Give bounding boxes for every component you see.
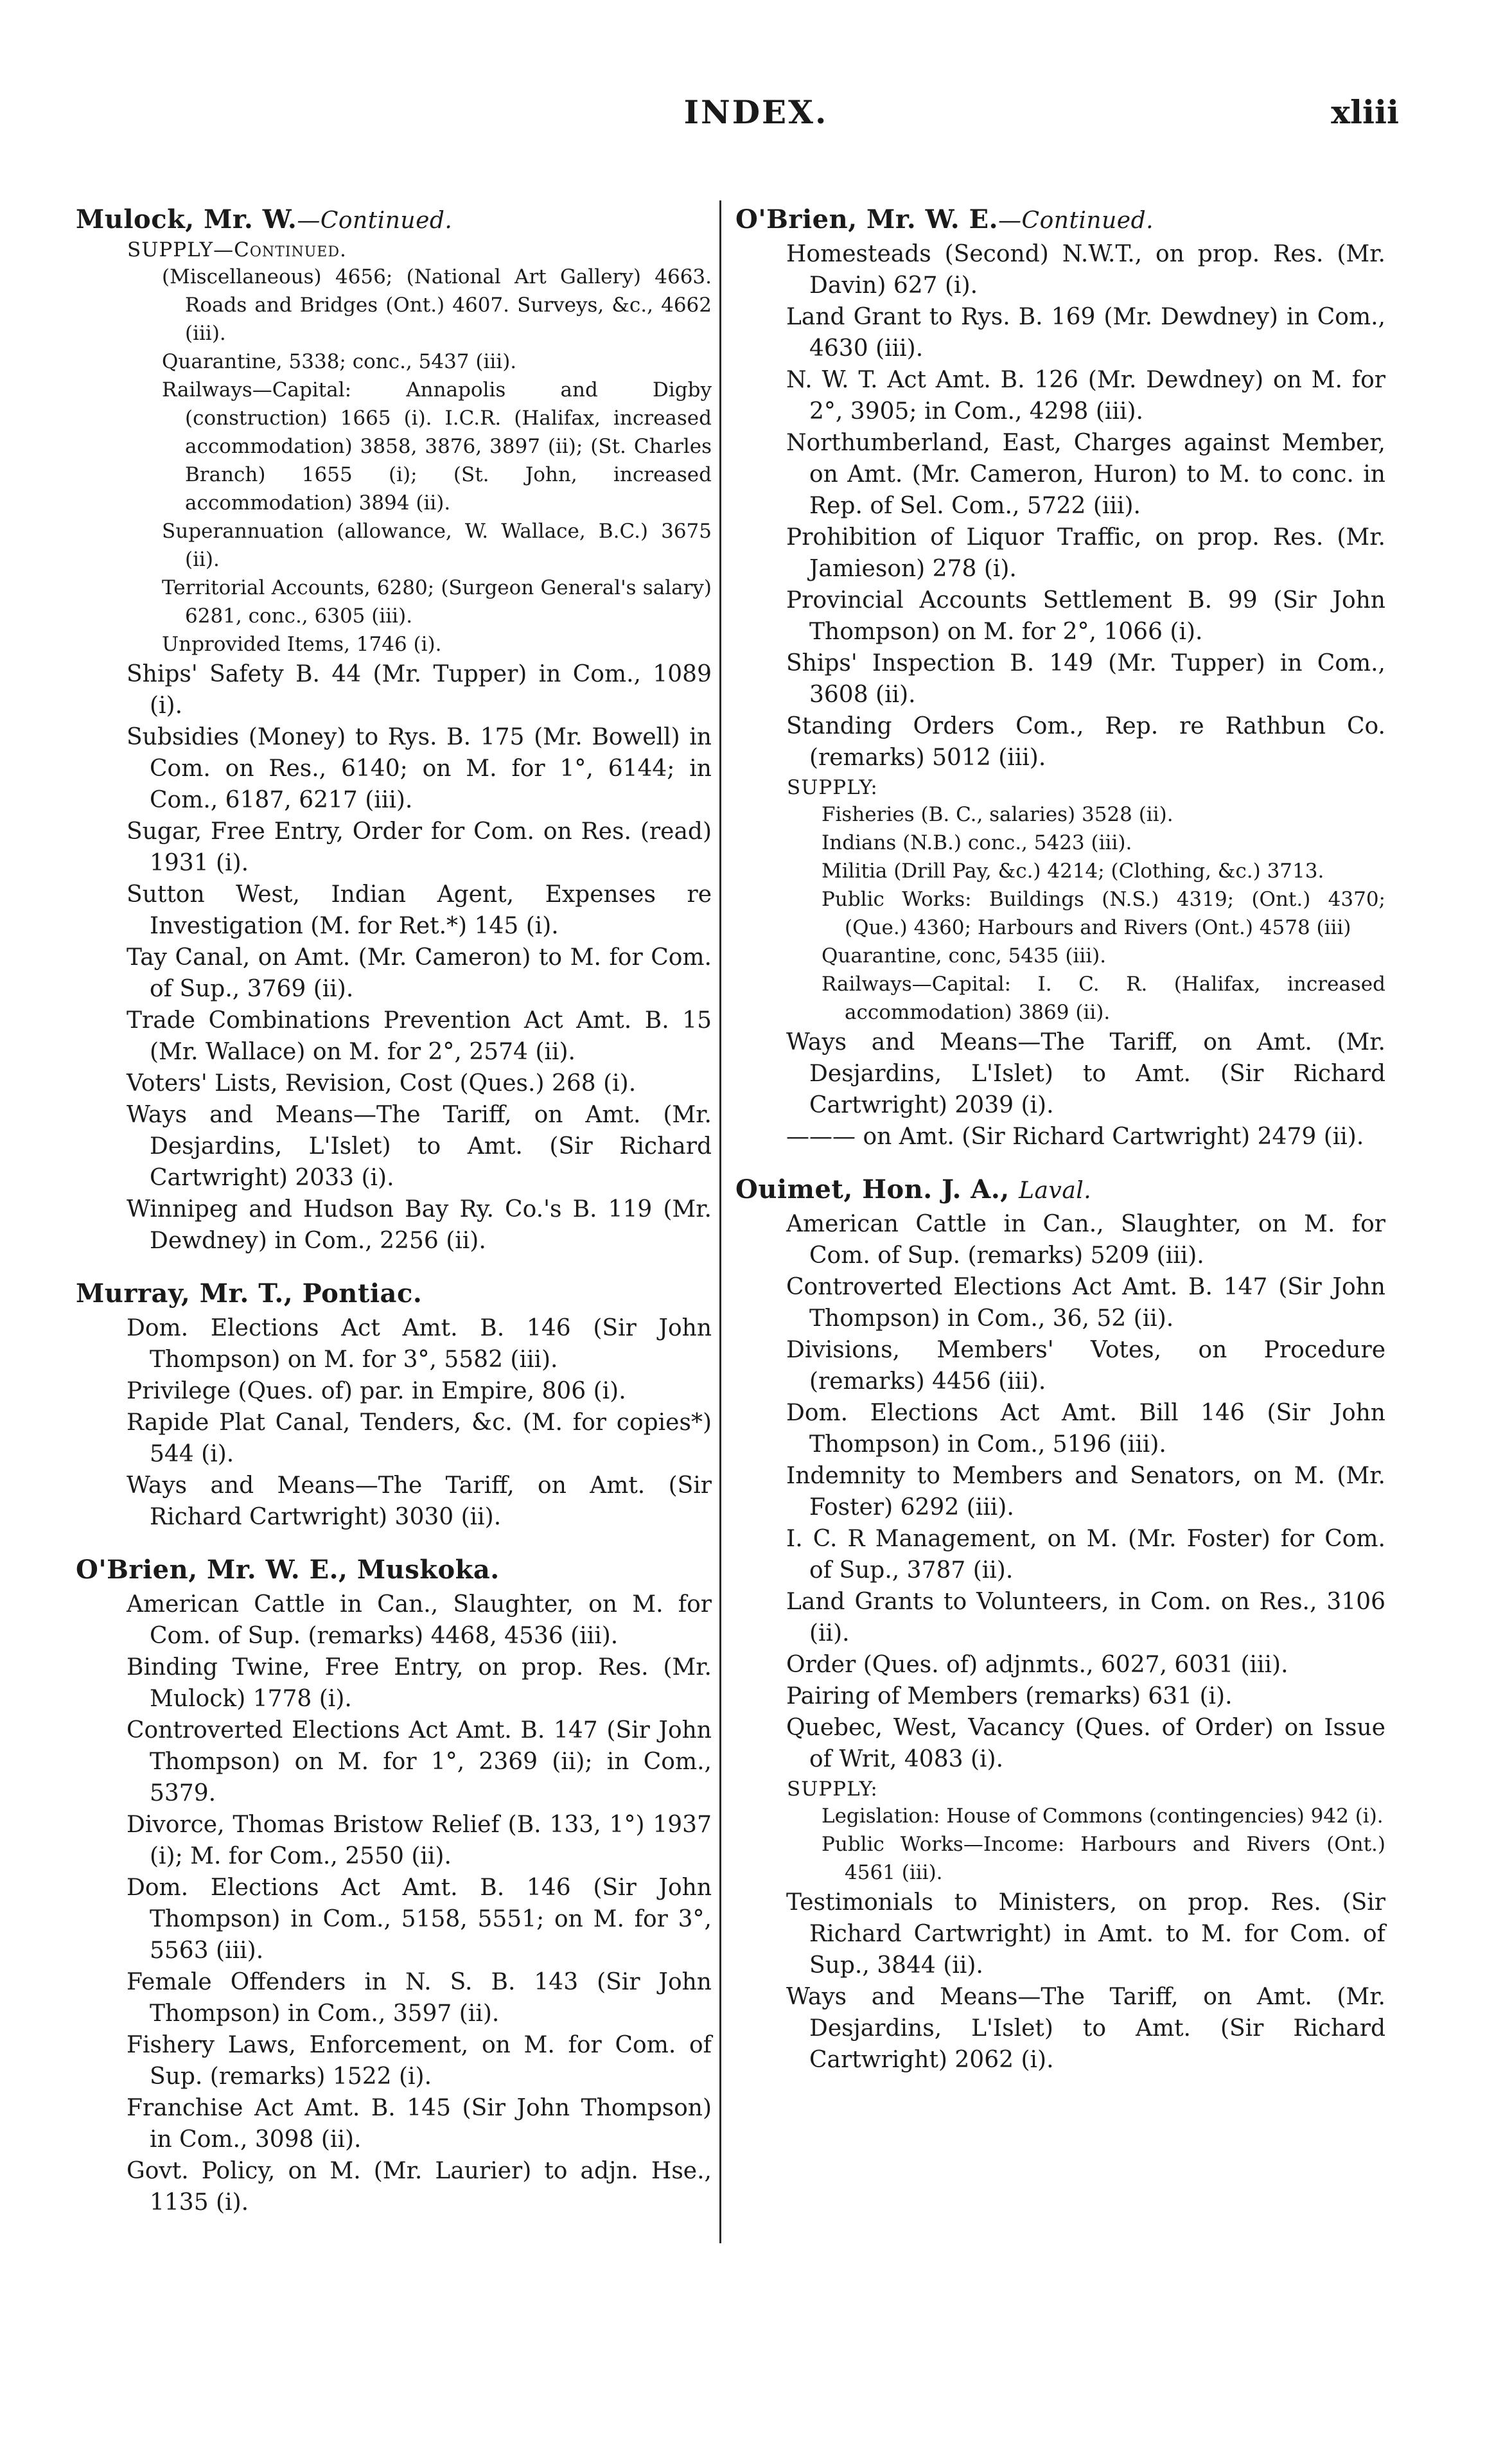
index-entry: Provincial Accounts Settlement B. 99 (Sir John Thompson) on M. for 2°, 1066 (i). bbox=[786, 587, 1385, 645]
index-entry: ——— on Amt. (Sir Richard Cartwright) 2479 (ii). bbox=[786, 1124, 1364, 1150]
index-entry: Subsidies (Money) to Rys. B. 175 (Mr. Bowell) in Com. on Res., 6140; on M. for 1°, 6144; in Com., 6187, 6217 (iii). bbox=[127, 724, 712, 813]
index-entry: Voters' Lists, Revision, Cost (Ques.) 268 (i). bbox=[127, 1070, 637, 1097]
index-entry: Dom. Elections Act Amt. B. 146 (Sir John Thompson) on M. for 3°, 5582 (iii). bbox=[127, 1315, 712, 1373]
supply-line: Quarantine, conc, 5435 (iii). bbox=[822, 944, 1107, 967]
index-entry: I. C. R Management, on M. (Mr. Foster) for Com. of Sup., 3787 (ii). bbox=[786, 1526, 1385, 1584]
supply-label: SUPPLY: bbox=[787, 1778, 878, 1801]
index-entry: American Cattle in Can., Slaughter, on M. for Com. of Sup. (remarks) 4468, 4536 (iii). bbox=[127, 1591, 712, 1649]
index-entry: Northumberland, East, Charges against Member, on Amt. (Mr. Cameron, Huron) to M. to conc. in Rep. of Sel. Com., 5722 (iii). bbox=[786, 430, 1385, 519]
member-name: Mulock, Mr. W. bbox=[76, 204, 297, 234]
index-entry: N. W. T. Act Amt. B. 126 (Mr. Dewdney) on M. for 2°, 3905; in Com., 4298 (iii). bbox=[786, 367, 1385, 425]
index-entry: Ways and Means—The Tariff, on Amt. (Mr. Desjardins, L'Islet) to Amt. (Sir Richard Cartwright) 2033 (i). bbox=[127, 1102, 712, 1191]
index-entry: Fishery Laws, Enforcement, on M. for Com. of Sup. (remarks) 1522 (i). bbox=[127, 2032, 712, 2090]
index-entry: Controverted Elections Act Amt. B. 147 (Sir John Thompson) on M. for 1°, 2369 (ii); in Com., 5379. bbox=[127, 1717, 712, 1806]
member-heading-mulock bbox=[76, 204, 712, 234]
index-entry: Binding Twine, Free Entry, on prop. Res. (Mr. Mulock) 1778 (i). bbox=[127, 1654, 712, 1712]
index-entry: Dom. Elections Act Amt. Bill 146 (Sir John Thompson) in Com., 5196 (iii). bbox=[786, 1400, 1385, 1458]
index-entry: Divisions, Members' Votes, on Procedure (remarks) 4456 (iii). bbox=[786, 1337, 1385, 1395]
left-column bbox=[76, 204, 712, 2218]
index-entry: Testimonials to Ministers, on prop. Res. (Sir Richard Cartwright) in Amt. to M. for Com. of Sup., 3844 (ii). bbox=[786, 1889, 1385, 1979]
supply-line: Territorial Accounts, 6280; (Surgeon General's salary) 6281, conc., 6305 (iii). bbox=[162, 576, 712, 628]
supply-line: Public Works: Buildings (N.S.) 4319; (Ont.) 4370; (Que.) 4360; Harbours and Rivers (Ont.) 4578 (iii) bbox=[822, 888, 1385, 939]
index-entry: Quebec, West, Vacancy (Ques. of Order) on Issue of Writ, 4083 (i). bbox=[786, 1715, 1385, 1772]
index-entry: Govt. Policy, on M. (Mr. Laurier) to adjn. Hse., 1135 (i). bbox=[127, 2158, 712, 2216]
index-entry: Sutton West, Indian Agent, Expenses re Investigation (M. for Ret.*) 145 (i). bbox=[127, 881, 712, 939]
index-entry: Standing Orders Com., Rep. re Rathbun Co. (remarks) 5012 (iii). bbox=[786, 713, 1385, 771]
index-entry: Ways and Means—The Tariff, on Amt. (Mr. Desjardins, L'Islet) to Amt. (Sir Richard Cartwright) 2062 (i). bbox=[786, 1984, 1385, 2073]
column-divider bbox=[719, 200, 721, 2243]
supply-line: Unprovided Items, 1746 (i). bbox=[162, 633, 442, 656]
index-entry: Land Grants to Volunteers, in Com. on Res., 3106 (ii). bbox=[786, 1589, 1385, 1646]
page-header bbox=[0, 93, 1512, 151]
supply-label: SUPPLY—Continued. bbox=[127, 238, 347, 261]
index-entry: Ships' Safety B. 44 (Mr. Tupper) in Com., 1089 (i). bbox=[127, 661, 712, 719]
member-heading-murray: Murray, Mr. T., Pontiac. bbox=[76, 1278, 423, 1309]
supply-line: Quarantine, 5338; conc., 5437 (iii). bbox=[162, 350, 517, 373]
supply-line: Public Works—Income: Harbours and Rivers (Ont.) 4561 (iii). bbox=[822, 1833, 1385, 1884]
index-entry: Tay Canal, on Amt. (Mr. Cameron) to M. for Com. of Sup., 3769 (ii). bbox=[127, 944, 712, 1002]
index-entry: Land Grant to Rys. B. 169 (Mr. Dewdney) in Com., 4630 (iii). bbox=[786, 304, 1385, 362]
supply-line: Railways—Capital: Annapolis and Digby (construction) 1665 (i). I.C.R. (Halifax, increased accommodation) 3858, 3876, 3897 (ii); (St. Charles Branch) 1655 (i); (St. John, increased accommodation) 3894 (ii). bbox=[162, 378, 712, 515]
page-title: INDEX. bbox=[683, 93, 829, 131]
index-entry: Order (Ques. of) adjnmts., 6027, 6031 (iii). bbox=[786, 1652, 1288, 1678]
index-entry: Dom. Elections Act Amt. B. 146 (Sir John Thompson) in Com., 5158, 5551; on M. for 3°, 5563 (iii). bbox=[127, 1875, 712, 1964]
member-heading-obrien: O'Brien, Mr. W. E., Muskoka. bbox=[76, 1555, 500, 1585]
index-entry: Divorce, Thomas Bristow Relief (B. 133, 1°) 1937 (i); M. for Com., 2550 (ii). bbox=[127, 1812, 712, 1869]
supply-line: Superannuation (allowance, W. Wallace, B.C.) 3675 (ii). bbox=[162, 520, 712, 571]
page-number: xliii bbox=[1331, 93, 1399, 131]
index-entry: Ways and Means—The Tariff, on Amt. (Mr. Desjardins, L'Islet) to Amt. (Sir Richard Cartwright) 2039 (i). bbox=[786, 1029, 1385, 1118]
index-entry: Prohibition of Liquor Traffic, on prop. Res. (Mr. Jamieson) 278 (i). bbox=[786, 524, 1385, 582]
index-entry: Winnipeg and Hudson Bay Ry. Co.'s B. 119 (Mr. Dewdney) in Com., 2256 (ii). bbox=[127, 1196, 712, 1254]
index-entry: American Cattle in Can., Slaughter, on M. for Com. of Sup. (remarks) 5209 (iii). bbox=[786, 1211, 1385, 1269]
member-heading-obrien-continued bbox=[735, 204, 1385, 234]
index-entry: Ships' Inspection B. 149 (Mr. Tupper) in Com., 3608 (ii). bbox=[786, 650, 1385, 708]
member-name: O'Brien, Mr. W. E. bbox=[735, 204, 999, 234]
member-heading-ouimet bbox=[735, 1174, 1385, 1205]
member-suffix: —Continued. bbox=[297, 207, 453, 234]
supply-line: Militia (Drill Pay, &c.) 4214; (Clothing, &c.) 3713. bbox=[822, 860, 1324, 883]
index-entry: Female Offenders in N. S. B. 143 (Sir John Thompson) in Com., 3597 (ii). bbox=[127, 1969, 712, 2027]
supply-line: Fisheries (B. C., salaries) 3528 (ii). bbox=[822, 803, 1174, 826]
index-entry: Trade Combinations Prevention Act Amt. B. 15 (Mr. Wallace) on M. for 2°, 2574 (ii). bbox=[127, 1007, 712, 1065]
supply-line: Legislation: House of Commons (contingencies) 942 (i). bbox=[822, 1805, 1384, 1828]
supply-line: Railways—Capital: I. C. R. (Halifax, increased accommodation) 3869 (ii). bbox=[822, 973, 1385, 1024]
supply-line: (Miscellaneous) 4656; (National Art Gallery) 4663. Roads and Bridges (Ont.) 4607. Surveys, &c., 4662 (iii). bbox=[162, 265, 712, 345]
index-entry: Sugar, Free Entry, Order for Com. on Res. (read) 1931 (i). bbox=[127, 818, 712, 876]
member-name: Ouimet, Hon. J. A., bbox=[735, 1174, 1010, 1205]
index-entry: Privilege (Ques. of) par. in Empire, 806 (i). bbox=[127, 1378, 626, 1404]
index-entry: Indemnity to Members and Senators, on M. (Mr. Foster) 6292 (iii). bbox=[786, 1463, 1385, 1521]
index-entry: Pairing of Members (remarks) 631 (i). bbox=[786, 1683, 1233, 1709]
index-entry: Controverted Elections Act Amt. B. 147 (Sir John Thompson) in Com., 36, 52 (ii). bbox=[786, 1274, 1385, 1332]
member-suffix: —Continued. bbox=[998, 207, 1154, 234]
supply-line: Indians (N.B.) conc., 5423 (iii). bbox=[822, 831, 1132, 854]
supply-label: SUPPLY: bbox=[787, 776, 878, 799]
index-entry: Ways and Means—The Tariff, on Amt. (Sir Richard Cartwright) 3030 (ii). bbox=[127, 1472, 712, 1530]
member-suffix: Laval. bbox=[1019, 1178, 1092, 1204]
index-entry: Homesteads (Second) N.W.T., on prop. Res. (Mr. Davin) 627 (i). bbox=[786, 241, 1385, 299]
index-entry: Franchise Act Amt. B. 145 (Sir John Thompson) in Com., 3098 (ii). bbox=[127, 2095, 712, 2153]
index-entry: Rapide Plat Canal, Tenders, &c. (M. for copies*) 544 (i). bbox=[127, 1409, 712, 1467]
right-column bbox=[735, 204, 1385, 2076]
